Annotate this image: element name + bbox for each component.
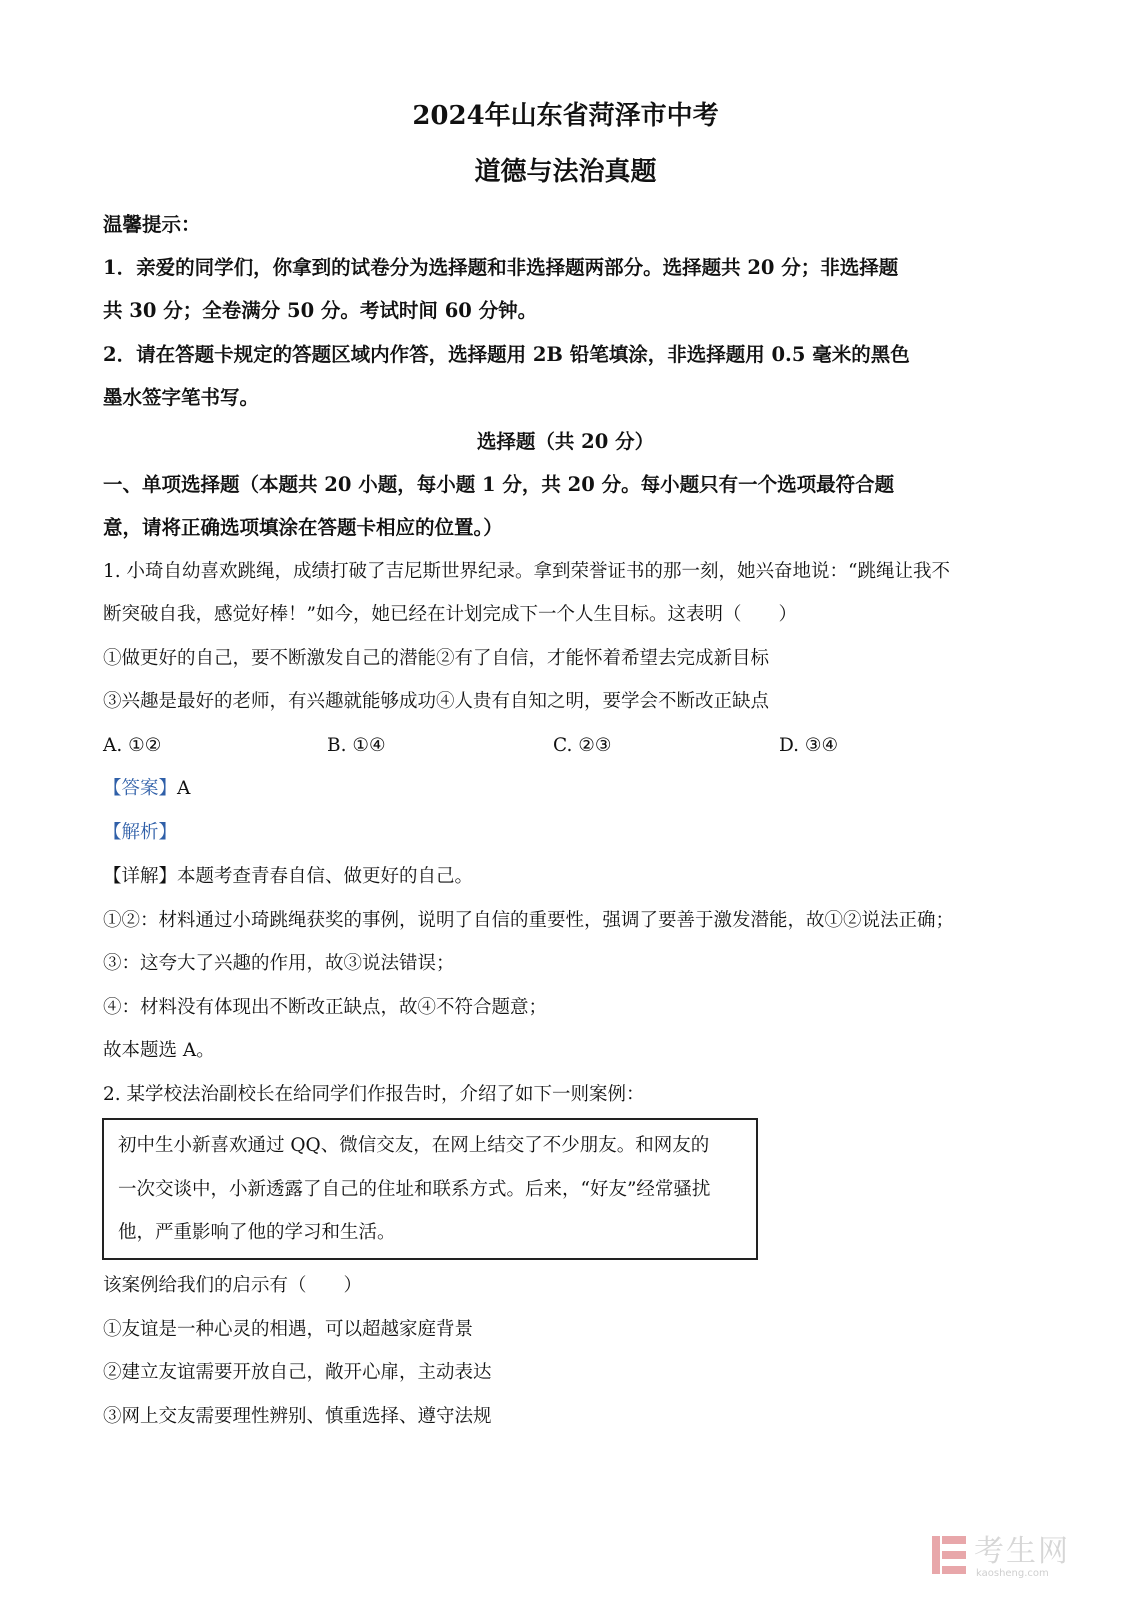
q1-option-c: C. ②③ <box>553 735 612 756</box>
watermark-logo <box>932 1534 1102 1584</box>
q1-stem-line-1: 1. 小琦自幼喜欢跳绳，成绩打破了吉尼斯世界纪录。拿到荣誉证书的那一刻，她兴奋地说：“跳绳让我不 <box>103 561 950 582</box>
q1-explain-line-1: ①②：材料通过小琦跳绳获奖的事例，说明了自信的重要性，强调了要善于激发潜能，故①②说法正确； <box>103 910 955 931</box>
notice-item-1-line-1: 1．亲爱的同学们，你拿到的试卷分为选择题和非选择题两部分。选择题共 20 分；非选择题 <box>103 256 899 279</box>
part-instructions-line-1: 一、单项选择题（本题共 20 小题，每小题 1 分，共 20 分。每小题只有一个选项最符合题 <box>103 473 895 496</box>
q1-option-d: D. ③④ <box>779 735 839 756</box>
q1-answer <box>103 776 190 802</box>
q1-option-a: A. ①② <box>103 735 162 756</box>
q1-statements-line-1: ①做更好的自己，要不断激发自己的潜能②有了自信，才能怀着希望去完成新目标 <box>103 648 770 669</box>
q1-statements-line-2: ③兴趣是最好的老师，有兴趣就能够成功④人贵有自知之明，要学会不断改正缺点 <box>103 691 770 712</box>
logo-icon <box>932 1536 966 1574</box>
q1-detail <box>103 864 473 890</box>
q2-statement-3: ③网上交友需要理性辨别、慎重选择、遵守法规 <box>103 1406 492 1427</box>
detail-tag: 【详解】 <box>103 866 178 887</box>
page-subtitle: 道德与法治真题 <box>474 157 657 187</box>
q2-statement-1: ①友谊是一种心灵的相遇，可以超越家庭背景 <box>103 1319 474 1340</box>
q1-explain-line-3: ④：材料没有体现出不断改正缺点，故④不符合题意； <box>103 997 548 1018</box>
q1-explain-line-2: ③：这夸大了兴趣的作用，故③说法错误； <box>103 953 455 974</box>
q2-statement-2: ②建立友谊需要开放自己，敞开心扉，主动表达 <box>103 1362 492 1383</box>
watermark-url: kaosheng.com <box>976 1568 1049 1579</box>
notice-item-1-line-2: 共 30 分；全卷满分 50 分。考试时间 60 分钟。 <box>103 299 538 322</box>
case-line-1: 初中生小新喜欢通过 QQ、微信交友，在网上结交了不少朋友。和网友的 <box>118 1135 710 1156</box>
q1-option-b: B. ①④ <box>327 735 386 756</box>
case-line-3: 他，严重影响了他的学习和生活。 <box>118 1222 396 1243</box>
detail-text: 本题考查青春自信、做更好的自己。 <box>177 866 474 887</box>
page-title: 2024年山东省菏泽市中考 <box>412 101 719 131</box>
q1-stem-line-2: 断突破自我，感觉好棒！”如今，她已经在计划完成下一个人生目标。这表明（ ） <box>103 604 797 625</box>
analysis-tag: 【解析】 <box>103 822 178 843</box>
q1-analysis <box>103 820 177 846</box>
notice-heading: 温馨提示： <box>103 213 201 236</box>
answer-tag: 【答案】 <box>103 778 178 799</box>
part-instructions-line-2: 意，请将正确选项填涂在答题卡相应的位置。） <box>103 516 503 539</box>
watermark-brand: 考生网 <box>974 1534 1070 1569</box>
q2-case-box <box>102 1118 758 1260</box>
notice-item-2-line-1: 2．请在答题卡规定的答题区域内作答，选择题用 2B 铅笔填涂，非选择题用 0.5 毫米的黑色 <box>103 343 910 366</box>
answer-value: A <box>177 778 191 799</box>
section-heading: 选择题（共 20 分） <box>476 430 655 453</box>
q1-conclusion: 故本题选 A。 <box>103 1040 215 1061</box>
notice-item-2-line-2: 墨水签字笔书写。 <box>103 386 260 409</box>
q2-question: 该案例给我们的启示有（ ） <box>103 1275 363 1296</box>
q2-stem: 2. 某学校法治副校长在给同学们作报告时，介绍了如下一则案例： <box>103 1084 645 1105</box>
case-line-2: 一次交谈中，小新透露了自己的住址和联系方式。后来，“好友”经常骚扰 <box>118 1179 711 1200</box>
